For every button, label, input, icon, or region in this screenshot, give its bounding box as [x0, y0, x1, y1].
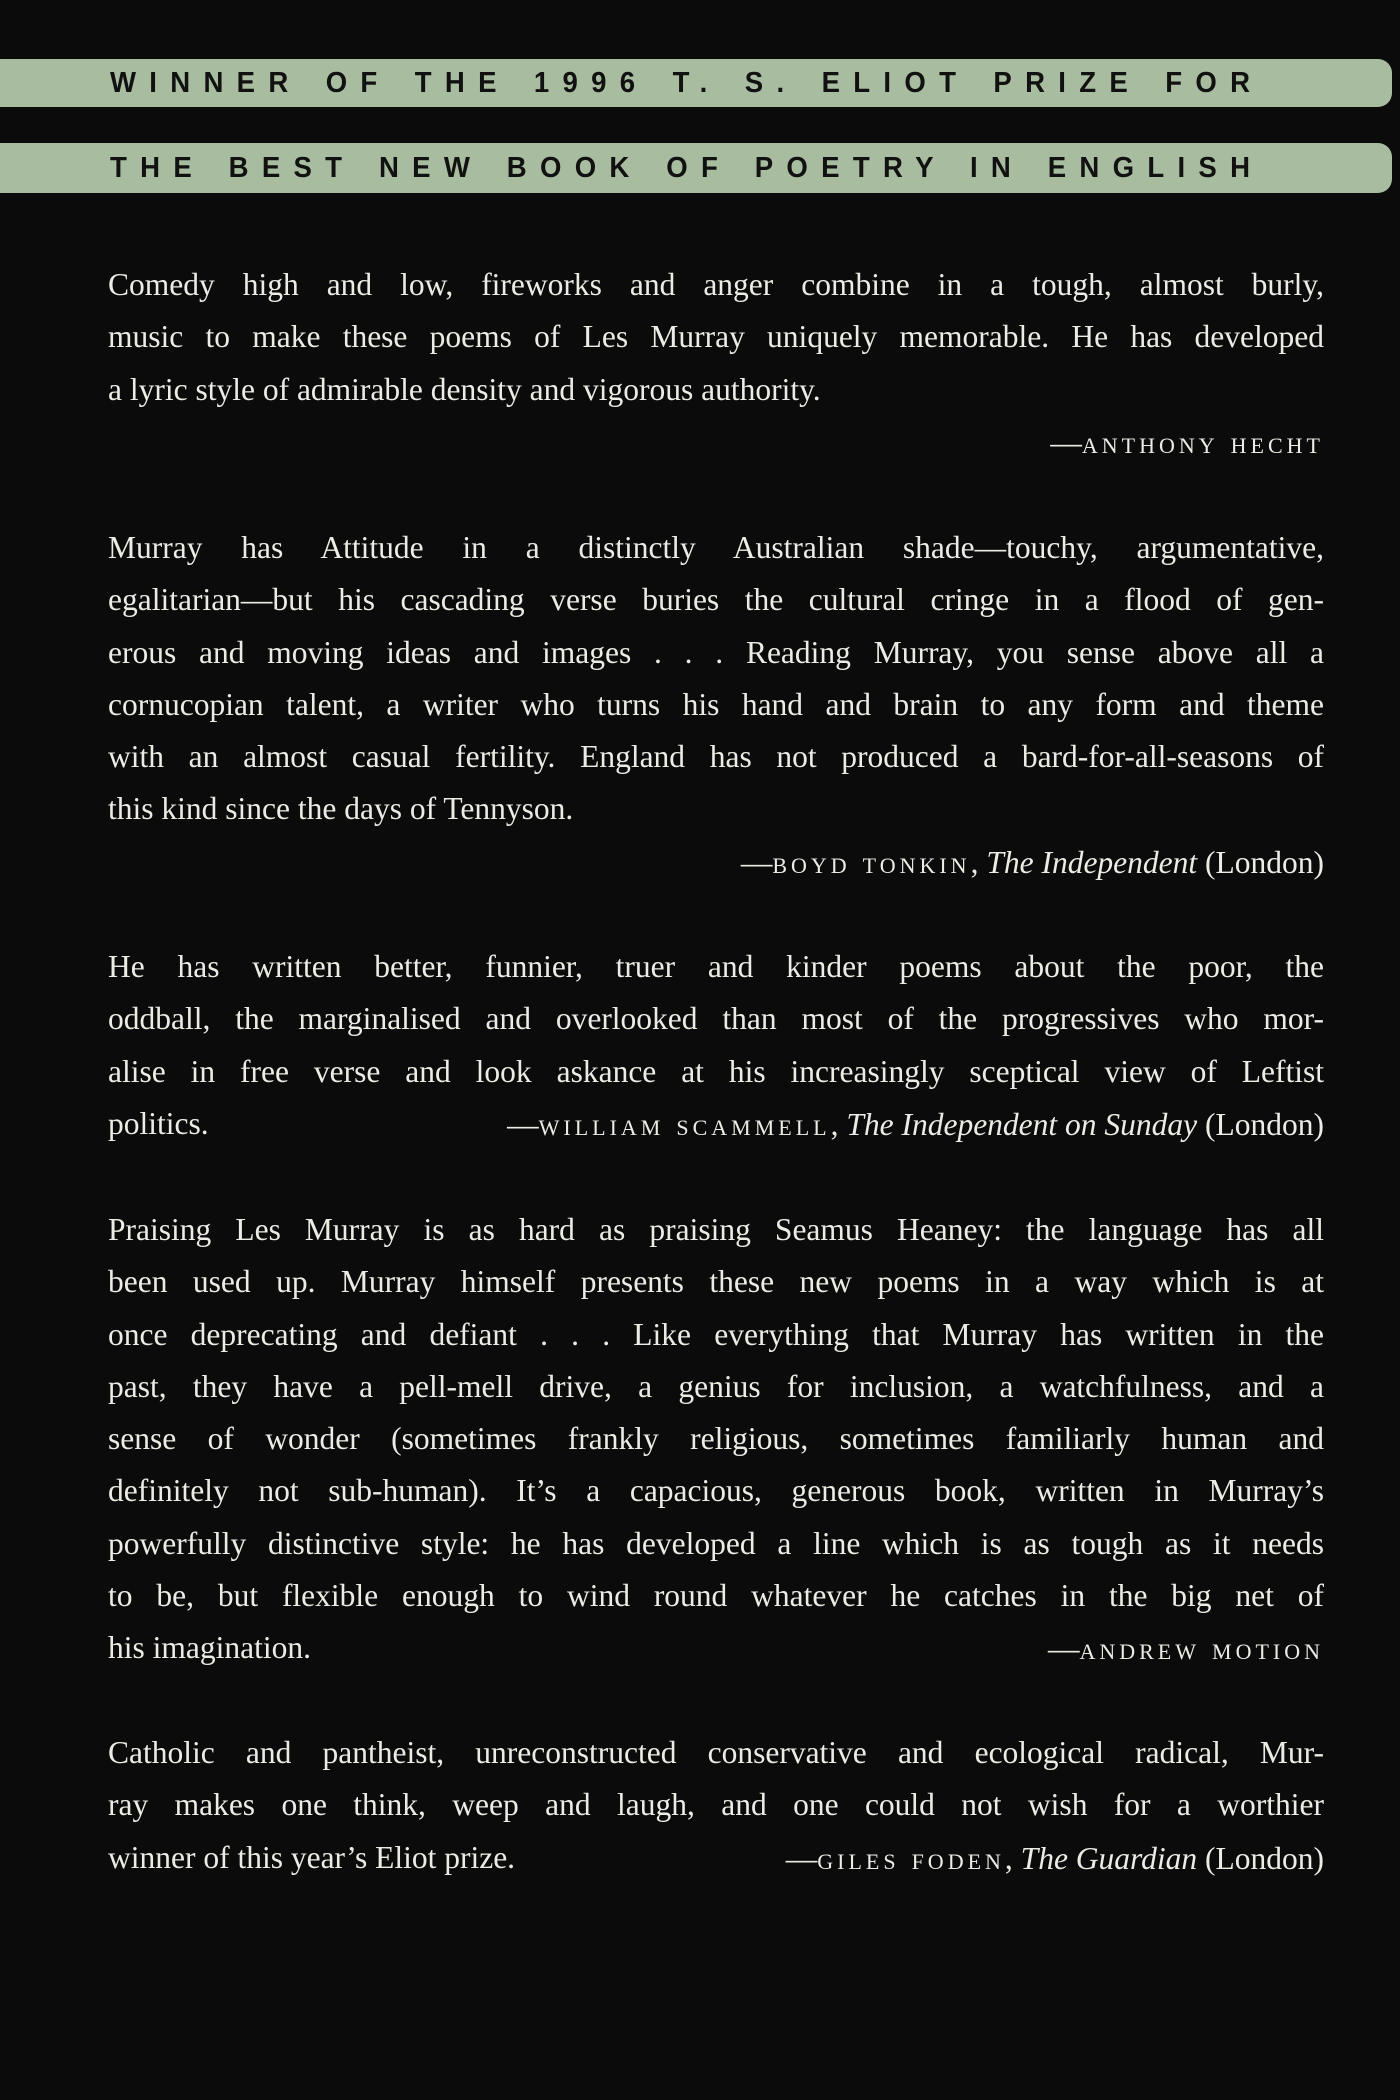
quote-last-line — [108, 1622, 1324, 1675]
quote-line: once deprecating and defiant . . . Like everything that Murray has written in the — [108, 1316, 1324, 1352]
source-title: The Independent on Sunday — [846, 1106, 1198, 1142]
quote-line: Murray has Attitude in a distinctly Australian shade—touchy, argumentative, — [108, 530, 1324, 565]
author-name: william scammell — [538, 1105, 831, 1142]
quote-line: Catholic and pantheist, unreconstructed conservative and ecological radical, Mur- — [108, 1735, 1324, 1770]
quote-motion — [108, 1204, 1324, 1676]
quote-line: politics. — [108, 1105, 209, 1141]
quote-line: winner of this year’s Eliot prize. — [108, 1839, 516, 1875]
quote-line: this kind since the days of Tennyson. — [108, 791, 574, 827]
author-name: boyd tonkin — [772, 843, 971, 880]
quote-line: to be, but flexible enough to wind round whatever he catches in the big net of — [108, 1578, 1324, 1614]
source-place: (London) — [1205, 1106, 1324, 1142]
quote-line: Praising Les Murray is as hard as praising Seamus Heaney: the language has all — [108, 1212, 1324, 1247]
author-name: andrew motion — [1079, 1630, 1324, 1667]
source-title: The Guardian — [1020, 1840, 1198, 1876]
source-place: (London) — [1205, 1840, 1324, 1876]
quote-line: erous and moving ideas and images . . . Reading Murray, you sense above all a — [108, 634, 1324, 670]
attribution: —william scammell, The Independent on Sunday (London) — [507, 1105, 1324, 1142]
prize-banner-line-1 — [0, 59, 1392, 107]
quote-tonkin — [108, 522, 1324, 889]
quote-scammell — [108, 941, 1324, 1151]
attribution: —giles foden, The Guardian (London) — [785, 1839, 1324, 1876]
quote-line: past, they have a pell-mell drive, a genius for inclusion, a watchfulness, and a — [108, 1368, 1324, 1404]
quote-line: with an almost casual fertility. England has not produced a bard-for-all-seasons of — [108, 739, 1324, 775]
source-place: (London) — [1205, 844, 1324, 880]
banner-text-2: THE BEST NEW BOOK OF POETRY IN ENGLISH — [110, 151, 1264, 184]
author-name: giles foden — [817, 1839, 1005, 1876]
quote-foden — [108, 1727, 1324, 1885]
quote-line: music to make these poems of Les Murray uniquely memorable. He has developed — [108, 319, 1324, 355]
quote-hecht — [108, 259, 1324, 469]
quote-line: been used up. Murray himself presents these new poems in a way which is at — [108, 1264, 1324, 1300]
attribution: —andrew motion — [1047, 1630, 1324, 1667]
quote-line: ray makes one think, weep and laugh, and one could not wish for a worthier — [108, 1787, 1324, 1823]
author-name: anthony hecht — [1081, 423, 1324, 460]
quote-line: alise in free verse and look askance at his increasingly sceptical view of Leftist — [108, 1053, 1324, 1089]
quote-last-line — [108, 1098, 1324, 1151]
quote-line: egalitarian—but his cascading verse buries the cultural cringe in a flood of gen- — [108, 582, 1324, 618]
quote-line: He has written better, funnier, truer and kinder poems about the poor, the — [108, 949, 1324, 984]
prize-banner-line-2 — [0, 143, 1392, 193]
attribution: —boyd tonkin, The Independent (London) — [740, 843, 1324, 880]
source-title: The Independent — [986, 844, 1198, 880]
attribution: —anthony hecht — [1050, 423, 1324, 460]
quote-line: oddball, the marginalised and overlooked than most of the progressives who mor- — [108, 1001, 1324, 1037]
quote-line: powerfully distinctive style: he has developed a line which is as tough as it needs — [108, 1525, 1324, 1561]
quote-line: sense of wonder (sometimes frankly religious, sometimes familiarly human and — [108, 1421, 1324, 1457]
quote-line: a lyric style of admirable density and vigorous authority. — [108, 371, 821, 407]
quote-last-line — [108, 1832, 1324, 1885]
quote-line: Comedy high and low, fireworks and anger combine in a tough, almost burly, — [108, 267, 1324, 302]
banner-text-1: WINNER OF THE 1996 T. S. ELIOT PRIZE FOR — [110, 66, 1264, 99]
quote-line: cornucopian talent, a writer who turns his hand and brain to any form and theme — [108, 686, 1324, 722]
quote-line: his imagination. — [108, 1630, 311, 1666]
quote-line: definitely not sub-human). It’s a capacious, generous book, written in Murray’s — [108, 1473, 1324, 1509]
